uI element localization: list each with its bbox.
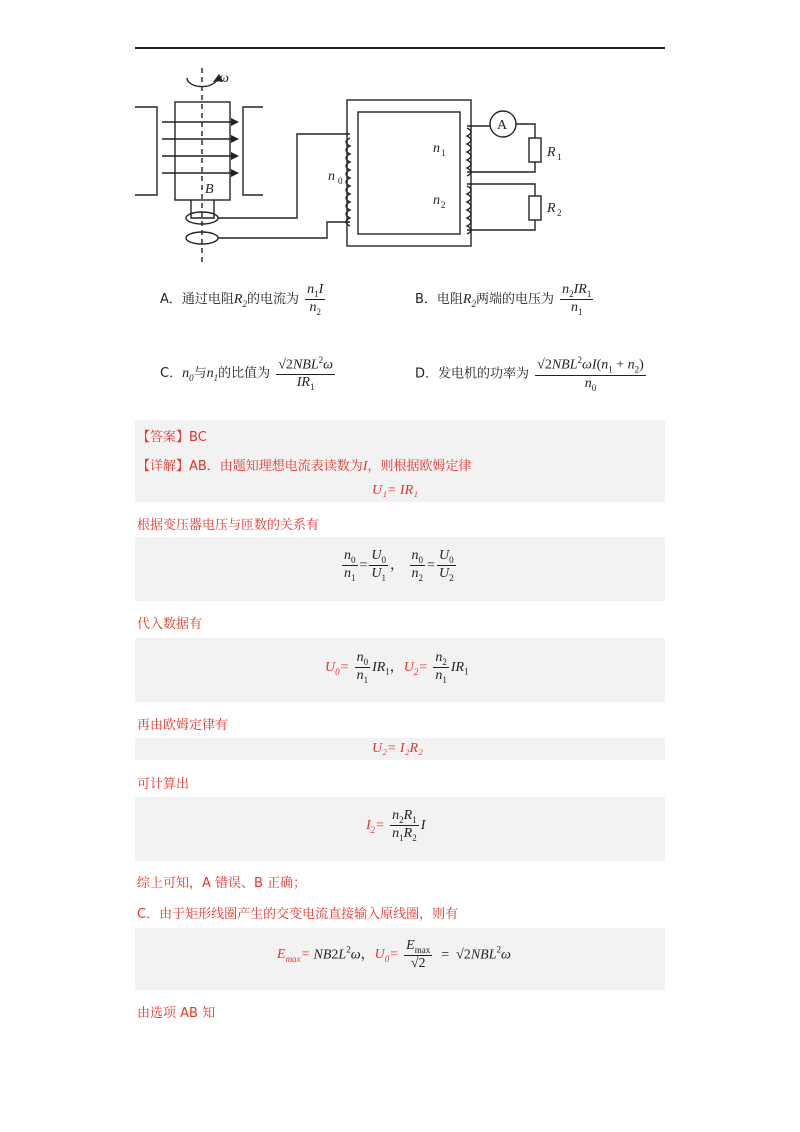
svg-text:2: 2 [441,200,446,210]
answer-label: 【答案】BC [137,430,207,445]
top-rule [135,47,665,49]
option-b: B．电阻$R_2$两端的电压为 $\frac{n_2IR_1}{n_1}$ [415,282,592,317]
text-ohm: 再由欧姆定律有 [137,718,229,733]
r2-label: R [547,201,556,216]
n0-label: n [328,169,335,184]
ammeter-label: A [497,118,508,133]
magnet-left [135,107,157,195]
svg-text:1: 1 [441,148,446,158]
n1-label: n [433,141,440,156]
r1-label: R [547,145,556,160]
equation-u2: U₂= I₂R₂ [372,741,423,756]
n2-label: n [433,193,440,208]
svg-text:1: 1 [557,152,562,162]
circuit-diagram [135,60,675,270]
text-substitute: 代入数据有 [137,617,203,632]
option-d: D．发电机的功率为 $\frac{√2NBL^2\omega I(n_1 + n_2)}{n_0}$ [415,355,644,393]
svg-text:0: 0 [338,176,343,186]
svg-text:2: 2 [557,208,562,218]
equation-i2: $I_2=$ $\frac{n_2R_1}{n_1R_2}$ I [366,808,426,843]
text-calc: 可计算出 [137,777,190,792]
equation-substituted: $U_0=$ $\frac{n_0}{n_1}$ $IR_1$，$U_2=$ $\frac{n_2}{n_1}$ $IR_1$ [325,650,469,685]
text-c-explain: C．由于矩形线圈产生的交变电流直接输入原线圈，则有 [137,907,459,922]
option-c: C．$n_0$与$n_1$的比值为 $\frac{√2NBL^2\omega}{IR_1}$ [160,355,334,392]
text-from-ab: 由选项 AB 知 [137,1006,216,1021]
equation-u1: U₁= IR₁ [372,483,419,498]
text-conclusion: 综上可知，A 错误、B 正确； [137,876,307,891]
magnet-right [243,107,263,195]
detail-line: 【详解】AB．由题知理想电流表读数为I，则根据欧姆定律 [137,459,472,474]
option-a: A．通过电阻$R_2$的电流为 $\frac{n_1I}{n_2}$ [160,282,324,317]
text-ratio: 根据变压器电压与匝数的关系有 [137,518,320,533]
equation-ratios: $\frac{n_0}{n_1}$ = $\frac{U_0}{U_1}$ ， $\frac{n_0}{n_2}$ = $\frac{U_0}{U_2}$ [344,548,454,583]
b-label: B [205,182,214,197]
equation-emax: $E_{max}= NB2L^2\omega$，$U_0=$ $\frac{E_{max}}{√2}$ = √2NBL$^2$ω [277,938,511,972]
omega-label: ω [219,71,229,86]
